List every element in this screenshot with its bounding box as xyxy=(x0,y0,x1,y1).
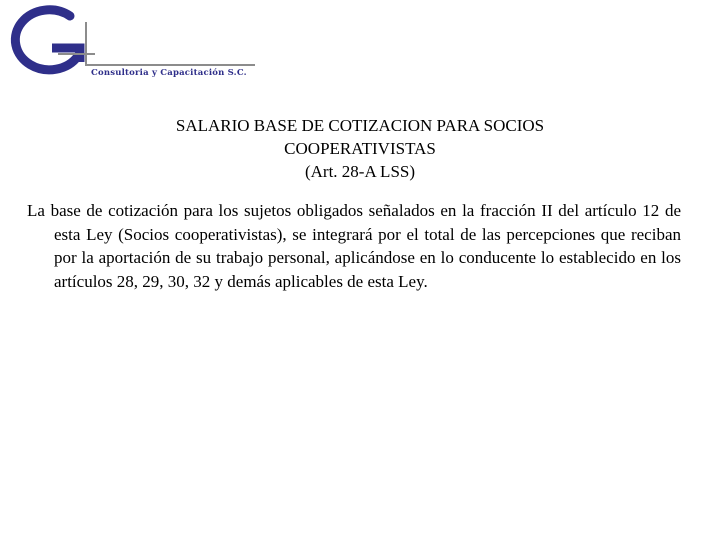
logo-letters: va xyxy=(58,40,77,56)
logo-tagline: Consultoria y Capacitación S.C. xyxy=(91,68,247,78)
document-title-line-2: COOPERATIVISTAS xyxy=(284,139,436,158)
company-logo xyxy=(0,0,270,90)
body-paragraph: La base de cotización para los sujetos obligados señalados en la fracción II del artículo 12 de esta Ley (Socios cooperativistas), se integrará por el total de las percepciones que reciban por la aportación de su trabajo personal, aplicándose en lo conducente lo establecido en los artículos 28, 29, 30, 32 y demás aplicables de esta Ley. xyxy=(27,201,681,291)
document-title-line-1: SALARIO BASE DE COTIZACION PARA SOCIOS xyxy=(175,116,545,135)
document-title-line-3: (Art. 28-A LSS) xyxy=(304,162,416,181)
